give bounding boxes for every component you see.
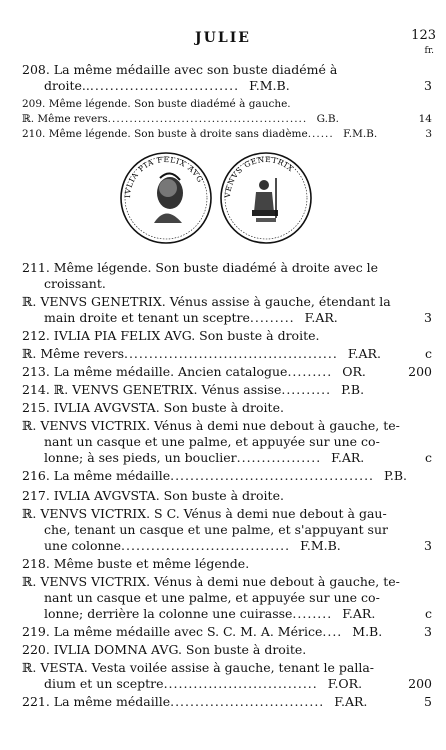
reverse-legend: VENVS GENETRIX: [222, 154, 296, 199]
entry-ref: F.M.B.: [343, 128, 378, 140]
entry-ref: F.AR.: [342, 606, 376, 621]
entry-220-line2: [22, 660, 432, 676]
entry-211-line4: main droite et tenant un sceptre......... F.AR. 3: [44, 310, 432, 325]
entry-text: ℝ. Même revers: [22, 113, 108, 125]
entry-text: lonne; à ses pieds, un bouclier: [44, 450, 237, 465]
entry-text: nant un casque et une palme, et appuyée sur une co-: [44, 590, 380, 605]
entry-211-line3: [22, 294, 432, 310]
entry-214: 214. ℝ. VENVS GENETRIX. Vénus assise.......... P.B.: [22, 382, 365, 397]
entry-text: 215. IVLIA AVGVSTA. Son buste à droite.: [22, 400, 284, 415]
entry-text: ℝ. VENVS GENETRIX. Vénus assise à gauche, étendant la: [22, 294, 391, 309]
entry-text: ℝ. VENVS VICTRIX. Vénus à demi nue debout à gauche, te-: [22, 574, 400, 589]
entry-217-line1: [22, 488, 432, 504]
entry-text: 220. IVLIA DOMNA AVG. Son buste à droite.: [22, 642, 307, 657]
entry-text: lonne; derrière la colonne une cuirasse: [44, 606, 293, 621]
entry-ref: F.AR.: [304, 310, 338, 325]
entry-209-line1: [22, 97, 432, 111]
entry-219: 219. La même médaille avec S. C. M. A. Mérice.... M.B. 3: [22, 624, 432, 639]
entry-ref: P.B.: [384, 468, 408, 483]
entry-value: c: [424, 346, 432, 361]
entry-text: ℝ. VESTA. Vesta voilée assise à gauche, tenant le palla-: [22, 660, 375, 675]
entry-ref: F.M.B.: [249, 78, 290, 93]
entry-text: ℝ. Même revers: [22, 346, 124, 361]
entry-value: 3: [424, 624, 432, 639]
entry-ref: M.B.: [352, 624, 383, 639]
entry-216: 216. La même médaille......................................... P.B.: [22, 468, 408, 483]
entry-text: che, tenant un casque et une palme, et s'appuyant sur: [44, 522, 389, 537]
entry-217-line2: [22, 506, 432, 522]
entry-value: c: [424, 606, 432, 621]
entry-text: croissant.: [44, 276, 106, 291]
entry-text: 214. ℝ. VENVS GENETRIX. Vénus assise: [22, 382, 282, 397]
entry-218-line2: [22, 574, 432, 590]
currency-unit: fr.: [424, 46, 434, 56]
entry-215-line2: [22, 418, 432, 434]
coin-obverse: [121, 153, 211, 243]
entry-ref: F.AR.: [347, 346, 381, 361]
entry-value: c: [424, 450, 432, 465]
entry-value: 3: [424, 538, 432, 553]
entry-220-line3: dium et un sceptre............................... F.OR. 200: [44, 676, 432, 691]
entry-213: 213. La même médaille. Ancien catalogue......... OR. 200: [22, 364, 432, 379]
entry-value: 5: [424, 694, 432, 709]
entry-208-line2: droite................................ F.M.B. 3: [44, 78, 432, 93]
entry-221: 221. La même médaille............................... F.AR. 5: [22, 694, 432, 709]
entry-text: 213. La même médaille. Ancien catalogue: [22, 364, 288, 379]
entry-ref: F.OR.: [327, 676, 363, 691]
entry-ref: OR.: [342, 364, 366, 379]
seated-venus-icon: [252, 178, 278, 222]
entry-text: dium et un sceptre: [44, 676, 164, 691]
entry-value: 3: [425, 128, 432, 140]
entry-text: ℝ. VENVS VICTRIX. S C. Vénus à demi nue debout à gau-: [22, 506, 387, 521]
entry-text: 219. La même médaille avec S. C. M. A. Mérice: [22, 624, 323, 639]
entry-value: 3: [424, 78, 432, 93]
entry-text: 216. La même médaille: [22, 468, 171, 483]
entry-212-line1: [22, 328, 432, 344]
entry-210: 210. Même légende. Son buste à droite sans diadème...... F.M.B. 3: [22, 128, 432, 140]
entry-218-line3: [22, 590, 432, 606]
entry-text: main droite et tenant un sceptre: [44, 310, 250, 325]
entry-217-line3: [22, 522, 432, 538]
entry-209-line2: ℝ. Même revers.............................................. G.B. 14: [22, 113, 432, 125]
entry-value: 14: [418, 113, 432, 125]
entry-value: 200: [408, 364, 432, 379]
entry-text: une colonne: [44, 538, 122, 553]
entry-211-line2: [22, 276, 432, 292]
coin-reverse: [221, 153, 311, 243]
obverse-legend: IVLIA PIA FELIX AVG: [122, 154, 206, 199]
coin-illustration: [116, 148, 316, 248]
entry-text: ℝ. VENVS VICTRIX. Vénus à demi nue debout à gauche, te-: [22, 418, 400, 433]
entry-text: 209. Même légende. Son buste diadémé à gauche.: [22, 98, 291, 110]
entry-text: 212. IVLIA PIA FELIX AVG. Son buste à droite.: [22, 328, 320, 343]
page-title: JULIE: [195, 30, 251, 46]
entry-text: 210. Même légende. Son buste à droite sans diadème: [22, 128, 308, 140]
entry-220-line1: [22, 642, 432, 658]
entry-217-line4: une colonne.................................. F.M.B. 3: [44, 538, 432, 553]
entry-ref: F.AR.: [331, 450, 365, 465]
entry-215-line1: [22, 400, 432, 416]
entry-215-line3: [22, 434, 432, 450]
entry-text: 218. Même buste et même légende.: [22, 556, 250, 571]
entry-text: nant un casque et une palme, et appuyée sur une co-: [44, 434, 380, 449]
entry-text: 217. IVLIA AVGVSTA. Son buste à droite.: [22, 488, 284, 503]
bust-portrait-icon: [154, 173, 183, 223]
entry-text: 211. Même légende. Son buste diadémé à droite avec le: [22, 260, 379, 275]
entry-text: 221. La même médaille: [22, 694, 171, 709]
entry-ref: F.AR.: [334, 694, 368, 709]
page-number: 123: [411, 28, 436, 43]
entry-208-line1: [22, 62, 432, 78]
entry-ref: P.B.: [341, 382, 365, 397]
entry-212-line2: ℝ. Même revers........................................... F.AR. c: [22, 346, 432, 361]
entry-value: 3: [424, 310, 432, 325]
entry-ref: F.M.B.: [300, 538, 341, 553]
entry-text: 208. La même médaille avec son buste diadémé à: [22, 62, 338, 77]
entry-215-line4: lonne; à ses pieds, un bouclier................. F.AR. c: [44, 450, 432, 465]
entry-218-line4: lonne; derrière la colonne une cuirasse........ F.AR. c: [44, 606, 432, 621]
entry-value: 200: [408, 676, 432, 691]
entry-text: droite..: [44, 78, 90, 93]
entry-211-line1: [22, 260, 432, 276]
entry-218-line1: [22, 556, 432, 572]
entry-ref: G.B.: [316, 113, 339, 125]
